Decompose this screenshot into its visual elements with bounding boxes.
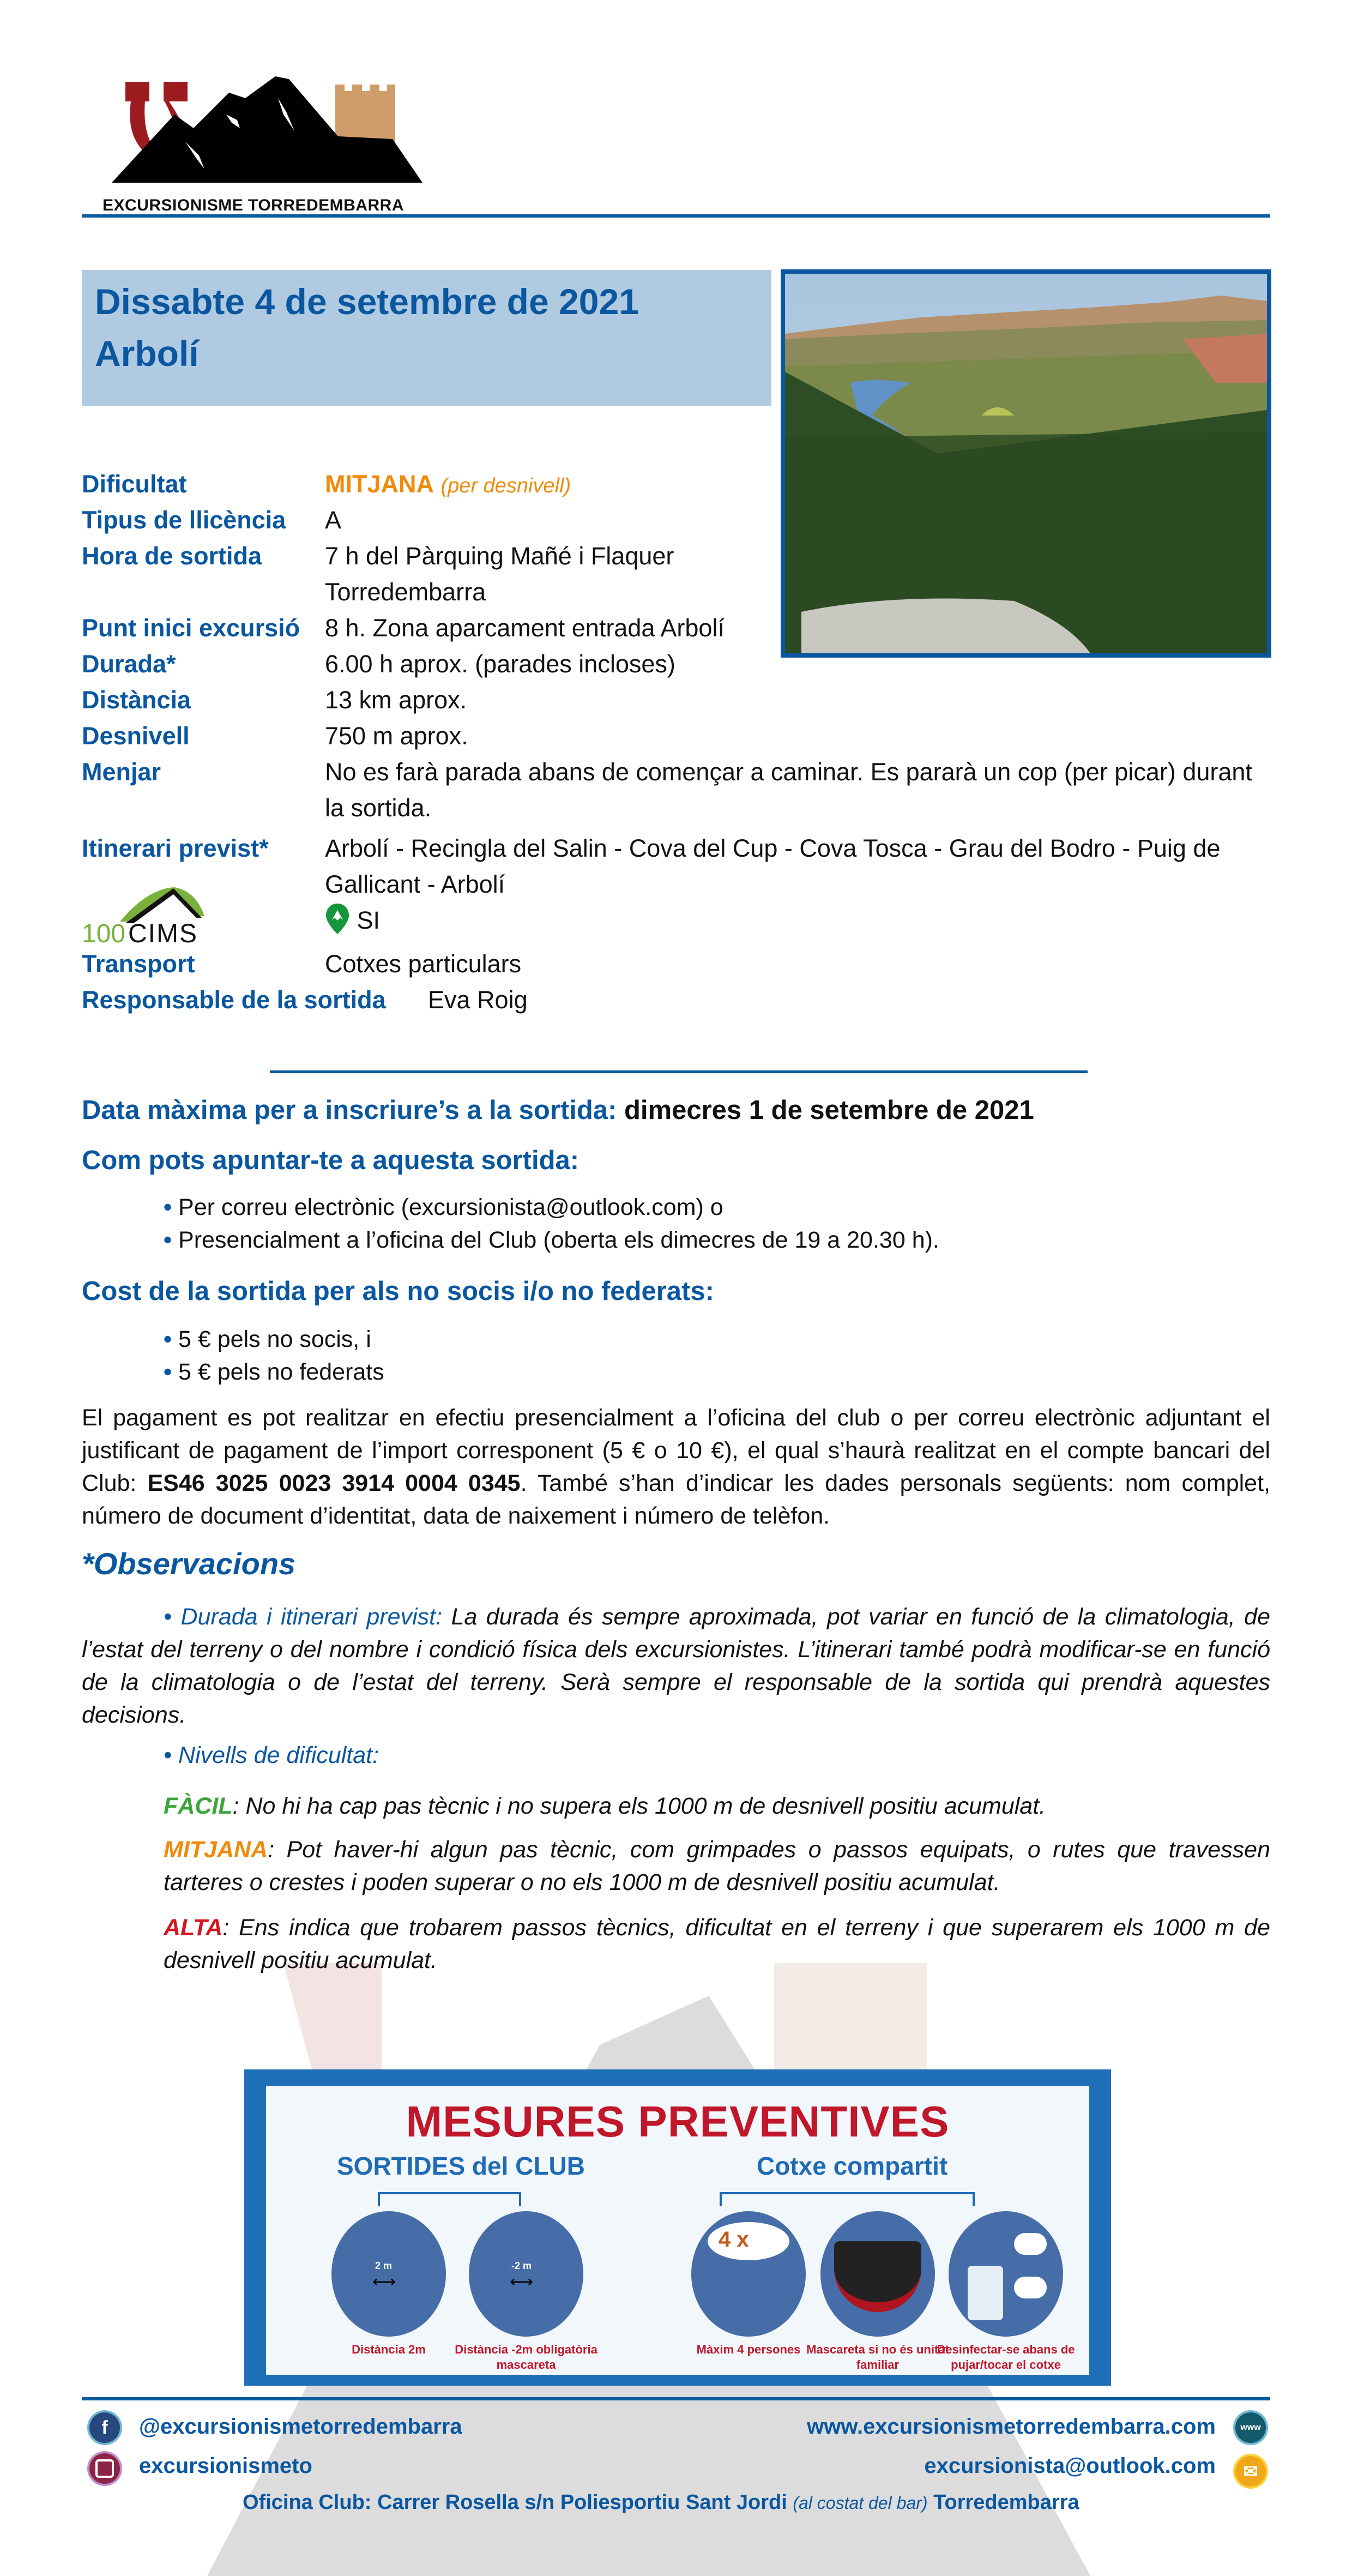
poster-caption: Mascareta si no és unitat familiar — [806, 2343, 949, 2372]
distance-2m-icon: 2 m ⟷ — [331, 2211, 446, 2337]
detail-value: Gallicant - Arbolí — [325, 870, 505, 898]
bracket-left — [378, 2192, 521, 2206]
detail-value: Cotxes particulars — [325, 950, 522, 978]
poster-caption: Distància 2m — [352, 2343, 426, 2356]
detail-value: No es farà parada abans de començar a caminar. Es pararà un cop (per picar) durant — [325, 758, 1252, 786]
detail-label: Menjar — [82, 758, 161, 786]
deadline-value: dimecres 1 de setembre de 2021 — [624, 1096, 1034, 1125]
detail-label: Dificultat — [82, 470, 187, 498]
poster-right-heading: Cotxe compartit — [757, 2152, 948, 2180]
bank-account: ES46 3025 0023 3914 0004 0345 — [147, 1470, 521, 1496]
detail-label: Itinerari previst* — [82, 834, 269, 862]
office-address: Oficina Club: Carrer Rosella s/n Poliesportiu Sant Jordi (al costat del bar) Torredembarra — [243, 2491, 1079, 2514]
detail-value: la sortida. — [325, 794, 432, 822]
level-hard: ALTA: Ens indica que trobarem passos tècnics, dificultat en el terreny i que superarem els 1000 m de desnivell positiu acumulat. — [164, 1915, 1270, 1973]
detail-value: 8 h. Zona aparcament entrada Arbolí — [325, 614, 725, 642]
difficulty-note: (per desnivell) — [440, 474, 571, 497]
max-4-people-icon: 4 x — [691, 2211, 806, 2337]
detail-value: 750 m aprox. — [325, 722, 468, 750]
detail-label: Durada* — [82, 650, 176, 678]
signup-item: • Presencialment a l’oficina del Club (oberta els dimecres de 19 a 20.30 h). — [164, 1227, 939, 1253]
difficulty-value: MITJANA — [325, 470, 434, 498]
email-link[interactable]: excursionista@outlook.com — [924, 2454, 1216, 2478]
cost-heading: Cost de la sortida per als no socis i/o no federats: — [82, 1277, 714, 1306]
website-link[interactable]: www.excursionismetorredembarra.com — [807, 2415, 1216, 2439]
distance-mask-icon: -2 m ⟷ — [469, 2211, 583, 2337]
100cims-value: SI — [357, 906, 381, 934]
website-icon[interactable]: www — [1233, 2410, 1268, 2445]
detail-value: 13 km aprox. — [325, 686, 467, 714]
poster-caption: Desinfectar-se abans de pujar/tocar el cotxe — [937, 2343, 1075, 2372]
instagram-icon[interactable] — [87, 2451, 122, 2486]
detail-label: Hora de sortida — [82, 542, 262, 570]
cost-item: • 5 € pels no federats — [164, 1359, 384, 1385]
detail-label: Punt inici excursió — [82, 614, 300, 642]
map-pin-icon — [325, 902, 350, 935]
detail-label: Distància — [82, 686, 191, 714]
payment-paragraph: El pagament es pot realitzar en efectiu presencialment a l’oficina del club o per correu electrònic adjuntant el justificant de pagament de l’import corresponent (5 € o 10 €), el qual s’haurà realitzat en el compte bancari del Club: ES46 3025 0023 3914 0004 0345. També s’han d’indicar les dades personals següents: nom complet, número de document d’identitat, data de naixement i número de telèfon. — [82, 1405, 1270, 1529]
poster-title: MESURES PREVENTIVES — [406, 2097, 950, 2146]
facebook-link[interactable]: @excursionismetorredembarra — [139, 2415, 462, 2439]
level-medium: MITJANA: Pot haver-hi algun pas tècnic, com grimpades o passos equipats, o rutes que travessen tarteres o crestes i poden superar o no els 1000 m de desnivell positiu acumulat. — [164, 1837, 1270, 1895]
detail-value: 6.00 h aprox. (parades incloses) — [325, 650, 675, 678]
header-divider — [82, 214, 1270, 218]
signup-item: • Per correu electrònic (excursionista@outlook.com) o — [164, 1194, 723, 1220]
signup-heading: Com pots apuntar-te a aquesta sortida: — [82, 1146, 580, 1175]
hand-sanitizer-icon — [949, 2211, 1063, 2337]
detail-label: Responsable de la sortida — [82, 986, 386, 1014]
facebook-icon[interactable]: f — [87, 2410, 122, 2445]
deadline-label: Data màxima per a inscriure’s a la sortida: — [82, 1096, 617, 1125]
logo-100cims — [82, 886, 207, 946]
detail-value: 7 h del Pàrquing Mañé i Flaquer — [325, 542, 674, 570]
level-easy: FÀCIL: No hi ha cap pas tècnic i no supera els 1000 m de desnivell positiu acumulat. — [164, 1793, 1046, 1819]
bracket-right — [720, 2192, 975, 2206]
mask-icon — [820, 2211, 935, 2337]
detail-value: A — [325, 506, 342, 534]
org-name: EXCURSIONISME TORREDEMBARRA — [102, 196, 404, 214]
event-place: Arbolí — [95, 333, 199, 374]
preventive-measures-poster — [244, 2069, 1111, 2386]
poster-caption: Distància -2m obligatòria mascareta — [455, 2343, 597, 2372]
detail-value: Arbolí - Recingla del Salin - Cova del Cup - Cova Tosca - Grau del Bodro - Puig de — [325, 834, 1221, 862]
100cims-word: CIMS — [128, 919, 198, 948]
detail-label: Transport — [82, 950, 195, 978]
event-title-box — [82, 270, 771, 406]
poster-left-heading: SORTIDES del CLUB — [337, 2152, 585, 2180]
detail-value: Eva Roig — [428, 986, 528, 1014]
deadline-line — [82, 1095, 1034, 1126]
footer-divider — [82, 2397, 1270, 2400]
observation-duration: • Durada i itinerari previst: La durada és sempre aproximada, pot variar en funció de la climatologia, de l’estat del terreny o del nombre i condició física dels excursionistes. L’itinerari també podrà modificar-se en funció de la climatologia o de l’estat del terreny. Serà sempre el responsable de la sortida qui prendrà aquestes decisions. — [82, 1604, 1270, 1728]
email-icon[interactable]: ✉ — [1233, 2454, 1268, 2489]
cost-item: • 5 € pels no socis, i — [164, 1326, 371, 1352]
section-divider — [270, 1070, 1088, 1073]
levels-heading: • Nivells de dificultat: — [164, 1742, 379, 1768]
poster-caption: Màxim 4 persones — [696, 2343, 801, 2356]
detail-label: Desnivell — [82, 722, 190, 750]
instagram-link[interactable]: excursionismeto — [139, 2454, 312, 2478]
club-logo — [98, 60, 436, 224]
detail-value: Torredembarra — [325, 578, 486, 606]
observations-heading: *Observacions — [82, 1546, 296, 1581]
100cims-number: 100 — [82, 919, 126, 948]
mountain-logo-icon — [98, 60, 436, 191]
detail-label: Tipus de llicència — [82, 506, 286, 534]
event-date: Dissabte 4 de setembre de 2021 — [95, 281, 639, 322]
